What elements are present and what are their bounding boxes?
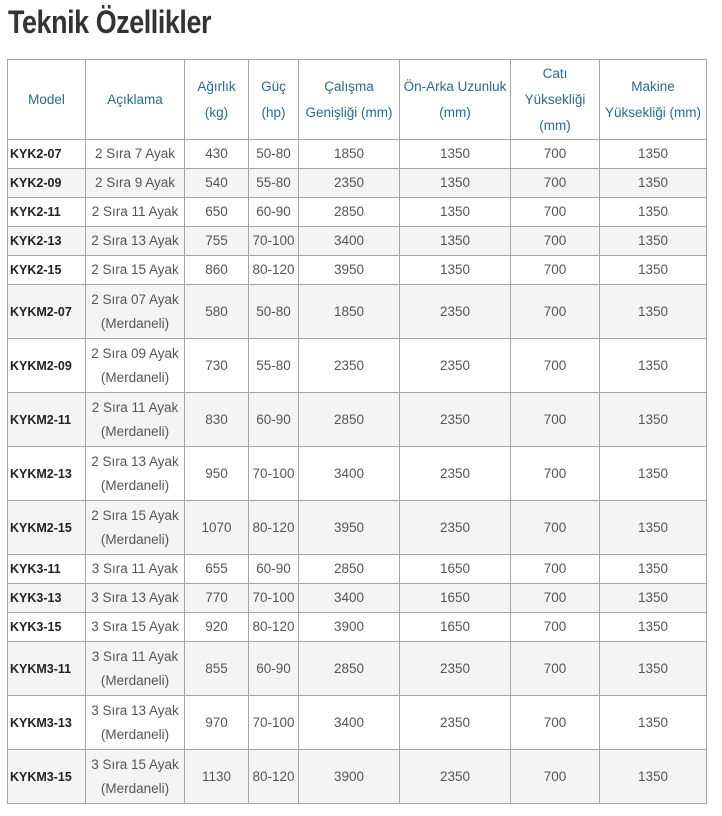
table-cell: 2 Sıra 15 Ayak	[86, 256, 185, 285]
table-cell: 700	[511, 285, 600, 339]
table-cell: 950	[185, 447, 249, 501]
table-cell: 1350	[400, 198, 511, 227]
table-cell: 650	[185, 198, 249, 227]
table-cell: 2 Sıra 07 Ayak (Merdaneli)	[86, 285, 185, 339]
model-cell: KYKM2-07	[8, 285, 86, 339]
table-cell: 2350	[400, 501, 511, 555]
table-cell: 55-80	[249, 169, 299, 198]
model-cell: KYK3-13	[8, 584, 86, 613]
model-cell: KYKM3-13	[8, 696, 86, 750]
table-row	[8, 584, 707, 613]
table-row	[8, 447, 707, 501]
header-cell: Güç (hp)	[249, 60, 299, 140]
table-cell: 700	[511, 696, 600, 750]
table-cell: 580	[185, 285, 249, 339]
model-cell: KYK3-11	[8, 555, 86, 584]
table-cell: 655	[185, 555, 249, 584]
table-cell: 1350	[600, 285, 707, 339]
table-cell: 700	[511, 256, 600, 285]
model-cell: KYK2-07	[8, 140, 86, 169]
header-cell: Çalışma Genişliği (mm)	[299, 60, 400, 140]
model-cell: KYKM3-11	[8, 642, 86, 696]
table-cell: 2 Sıra 13 Ayak (Merdaneli)	[86, 447, 185, 501]
table-cell: 1650	[400, 584, 511, 613]
table-cell: 2 Sıra 13 Ayak	[86, 227, 185, 256]
table-cell: 1350	[600, 584, 707, 613]
model-cell: KYKM2-09	[8, 339, 86, 393]
table-cell: 1650	[400, 555, 511, 584]
table-cell: 700	[511, 501, 600, 555]
header-cell: Model	[8, 60, 86, 140]
table-row	[8, 256, 707, 285]
model-cell: KYKM2-15	[8, 501, 86, 555]
table-cell: 3 Sıra 13 Ayak (Merdaneli)	[86, 696, 185, 750]
table-cell: 70-100	[249, 584, 299, 613]
table-cell: 1350	[600, 169, 707, 198]
table-cell: 70-100	[249, 447, 299, 501]
page-title: Teknik Özellikler	[8, 4, 212, 40]
table-cell: 70-100	[249, 696, 299, 750]
table-cell: 920	[185, 613, 249, 642]
table-cell: 1350	[600, 642, 707, 696]
table-cell: 2350	[400, 393, 511, 447]
table-cell: 700	[511, 339, 600, 393]
table-cell: 1350	[600, 555, 707, 584]
table-cell: 3 Sıra 15 Ayak (Merdaneli)	[86, 750, 185, 804]
table-cell: 2 Sıra 11 Ayak	[86, 198, 185, 227]
table-cell: 2350	[400, 750, 511, 804]
table-cell: 2850	[299, 642, 400, 696]
table-cell: 2 Sıra 15 Ayak (Merdaneli)	[86, 501, 185, 555]
table-cell: 2350	[299, 339, 400, 393]
table-row	[8, 198, 707, 227]
table-cell: 1350	[600, 140, 707, 169]
table-cell: 700	[511, 642, 600, 696]
table-cell: 1350	[400, 256, 511, 285]
table-cell: 2350	[400, 696, 511, 750]
table-cell: 3400	[299, 696, 400, 750]
table-cell: 80-120	[249, 501, 299, 555]
table-cell: 1070	[185, 501, 249, 555]
table-cell: 55-80	[249, 339, 299, 393]
table-row	[8, 285, 707, 339]
table-cell: 1650	[400, 613, 511, 642]
table-cell: 700	[511, 198, 600, 227]
table-cell: 2350	[400, 339, 511, 393]
table-cell: 2 Sıra 11 Ayak (Merdaneli)	[86, 393, 185, 447]
table-cell: 2 Sıra 7 Ayak	[86, 140, 185, 169]
table-cell: 1350	[600, 339, 707, 393]
table-cell: 1350	[400, 169, 511, 198]
header-row	[8, 60, 707, 140]
table-cell: 700	[511, 140, 600, 169]
model-cell: KYKM3-15	[8, 750, 86, 804]
table-cell: 70-100	[249, 227, 299, 256]
table-cell: 700	[511, 447, 600, 501]
table-row	[8, 169, 707, 198]
table-cell: 700	[511, 555, 600, 584]
table-cell: 770	[185, 584, 249, 613]
table-cell: 1350	[600, 501, 707, 555]
table-cell: 700	[511, 227, 600, 256]
model-cell: KYKM2-11	[8, 393, 86, 447]
table-cell: 2350	[400, 285, 511, 339]
model-cell: KYK2-15	[8, 256, 86, 285]
table-cell: 3 Sıra 11 Ayak (Merdaneli)	[86, 642, 185, 696]
header-cell: Ön-Arka Uzunluk (mm)	[400, 60, 511, 140]
table-cell: 1350	[600, 447, 707, 501]
header-cell: Catı Yüksekliği (mm)	[511, 60, 600, 140]
table-cell: 80-120	[249, 750, 299, 804]
table-cell: 3 Sıra 13 Ayak	[86, 584, 185, 613]
table-cell: 540	[185, 169, 249, 198]
table-row	[8, 613, 707, 642]
table-row	[8, 227, 707, 256]
table-cell: 2850	[299, 198, 400, 227]
table-cell: 2350	[400, 642, 511, 696]
table-cell: 700	[511, 613, 600, 642]
table-cell: 60-90	[249, 642, 299, 696]
table-cell: 3950	[299, 501, 400, 555]
table-cell: 1350	[400, 140, 511, 169]
model-cell: KYK2-11	[8, 198, 86, 227]
spec-table	[7, 59, 707, 804]
model-cell: KYK3-15	[8, 613, 86, 642]
table-cell: 700	[511, 584, 600, 613]
table-row	[8, 501, 707, 555]
table-cell: 830	[185, 393, 249, 447]
table-cell: 1350	[600, 227, 707, 256]
table-cell: 755	[185, 227, 249, 256]
table-cell: 1350	[600, 613, 707, 642]
table-cell: 60-90	[249, 555, 299, 584]
table-cell: 2 Sıra 09 Ayak (Merdaneli)	[86, 339, 185, 393]
table-cell: 60-90	[249, 393, 299, 447]
header-cell: Makine Yüksekliği (mm)	[600, 60, 707, 140]
table-cell: 60-90	[249, 198, 299, 227]
table-cell: 1850	[299, 140, 400, 169]
table-cell: 2850	[299, 555, 400, 584]
table-cell: 2350	[299, 169, 400, 198]
table-cell: 3400	[299, 227, 400, 256]
table-cell: 970	[185, 696, 249, 750]
table-cell: 50-80	[249, 285, 299, 339]
table-cell: 3 Sıra 15 Ayak	[86, 613, 185, 642]
table-cell: 1850	[299, 285, 400, 339]
table-cell: 1350	[600, 393, 707, 447]
table-cell: 860	[185, 256, 249, 285]
table-row	[8, 642, 707, 696]
table-cell: 3 Sıra 11 Ayak	[86, 555, 185, 584]
table-cell: 3900	[299, 613, 400, 642]
table-cell: 2350	[400, 447, 511, 501]
table-cell: 1350	[600, 750, 707, 804]
table-row	[8, 339, 707, 393]
table-cell: 80-120	[249, 256, 299, 285]
table-body	[8, 140, 707, 804]
table-cell: 3400	[299, 584, 400, 613]
table-cell: 730	[185, 339, 249, 393]
table-cell: 1350	[600, 256, 707, 285]
table-row	[8, 555, 707, 584]
header-cell: Ağırlık (kg)	[185, 60, 249, 140]
table-cell: 80-120	[249, 613, 299, 642]
table-cell: 1350	[400, 227, 511, 256]
table-cell: 700	[511, 750, 600, 804]
model-cell: KYKM2-13	[8, 447, 86, 501]
table-row	[8, 393, 707, 447]
table-row	[8, 696, 707, 750]
table-cell: 700	[511, 393, 600, 447]
table-cell: 1350	[600, 696, 707, 750]
table-row	[8, 750, 707, 804]
header-cell: Açıklama	[86, 60, 185, 140]
table-cell: 3950	[299, 256, 400, 285]
table-cell: 1350	[600, 198, 707, 227]
table-cell: 3400	[299, 447, 400, 501]
table-cell: 700	[511, 169, 600, 198]
model-cell: KYK2-13	[8, 227, 86, 256]
model-cell: KYK2-09	[8, 169, 86, 198]
table-cell: 50-80	[249, 140, 299, 169]
table-cell: 2850	[299, 393, 400, 447]
table-row	[8, 140, 707, 169]
table-cell: 3900	[299, 750, 400, 804]
table-cell: 430	[185, 140, 249, 169]
table-cell: 1130	[185, 750, 249, 804]
table-cell: 2 Sıra 9 Ayak	[86, 169, 185, 198]
table-cell: 855	[185, 642, 249, 696]
